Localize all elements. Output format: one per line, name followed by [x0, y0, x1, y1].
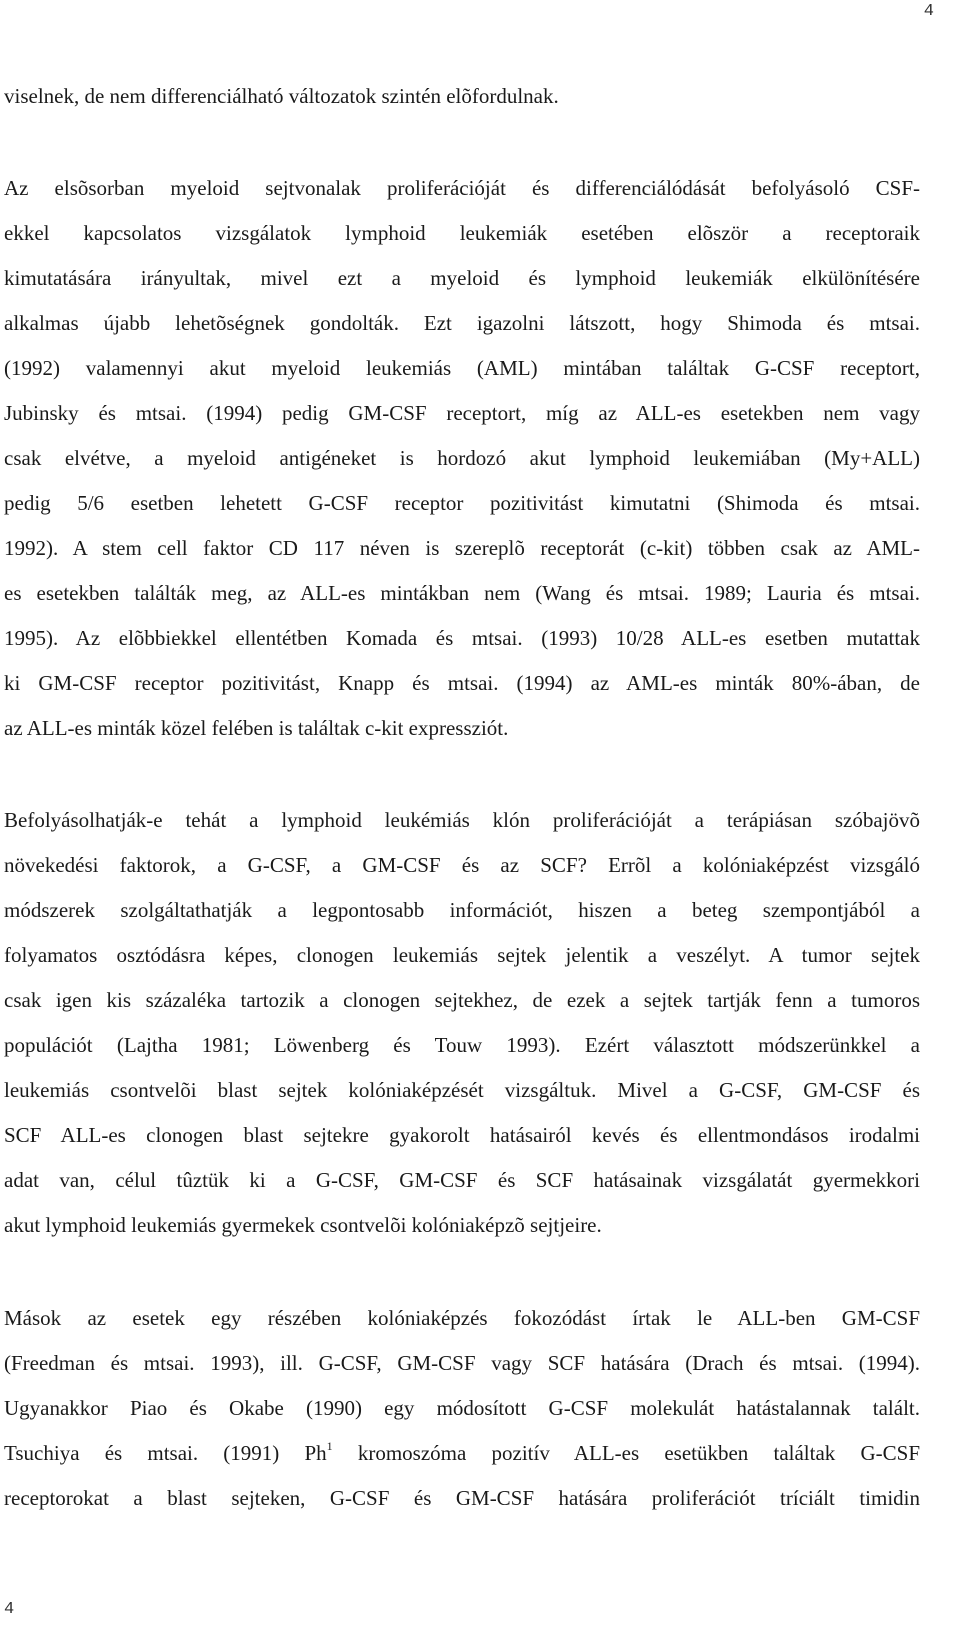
- text-line: módszerek szolgáltathatják a legpontosabb információt, hiszen a beteg szempontjából a: [4, 898, 920, 922]
- text-line: kimutatására irányultak, mivel ezt a myeloid és lymphoid leukemiák elkülönítésére: [4, 266, 920, 290]
- text-line: Jubinsky és mtsai. (1994) pedig GM-CSF receptort, míg az ALL-es esetekben nem vagy: [4, 401, 920, 425]
- text-line: leukemiás csontvelõi blast sejtek kolóniaképzését vizsgáltuk. Mivel a G-CSF, GM-CSF és: [4, 1078, 920, 1102]
- text-line: populációt (Lajtha 1981; Löwenberg és Touw 1993). Ezért választott módszerünkkel a: [4, 1033, 920, 1057]
- text-line: SCF ALL-es clonogen blast sejtekre gyakorolt hatásairól kevés és ellentmondásos irodalmi: [4, 1123, 920, 1147]
- page-number-bottom: 4: [4, 1600, 15, 1619]
- text-line: az ALL-es minták közel felében is találtak c-kit expressziót.: [4, 716, 509, 740]
- text-line: Befolyásolhatják-e tehát a lymphoid leukémiás klón proliferációját a terápiásan szóbajövõ: [4, 808, 920, 832]
- text-line: [4, 1439, 920, 1467]
- text-line: Mások az esetek egy részében kolóniaképzés fokozódást írtak le ALL-ben GM-CSF: [4, 1306, 920, 1330]
- page-number-top: 4: [923, 2, 934, 21]
- text-line: ekkel kapcsolatos vizsgálatok lymphoid leukemiák esetében elõször a receptoraik: [4, 221, 920, 245]
- text-line: (Freedman és mtsai. 1993), ill. G-CSF, GM-CSF vagy SCF hatására (Drach és mtsai. (1994).: [4, 1351, 920, 1375]
- text-line: csak igen kis százaléka tartozik a clonogen sejtekhez, de ezek a sejtek tartják fenn a tumoros: [4, 988, 920, 1012]
- text-line: csak elvétve, a myeloid antigéneket is hordozó akut lymphoid leukemiában (My+ALL): [4, 446, 920, 470]
- text-line: pedig 5/6 esetben lehetett G-CSF receptor pozitivitást kimutatni (Shimoda és mtsai.: [4, 491, 920, 515]
- text-line: (1992) valamennyi akut myeloid leukemiás (AML) mintában találtak G-CSF receptort,: [4, 356, 920, 380]
- text-segment: kromoszóma pozitív ALL-es esetükben találtak G-CSF: [332, 1441, 920, 1465]
- text-line: folyamatos osztódásra képes, clonogen leukemiás sejtek jelentik a veszélyt. A tumor sejtek: [4, 943, 920, 967]
- text-segment: Tsuchiya és mtsai. (1991) Ph: [4, 1441, 327, 1465]
- text-line: ki GM-CSF receptor pozitivitást, Knapp és mtsai. (1994) az AML-es minták 80%-ában, de: [4, 671, 920, 695]
- text-line: es esetekben találták meg, az ALL-es mintákban nem (Wang és mtsai. 1989; Lauria és mtsai.: [4, 581, 920, 605]
- text-line: Ugyanakkor Piao és Okabe (1990) egy módosított G-CSF molekulát hatástalannak talált.: [4, 1396, 920, 1420]
- text-line: növekedési faktorok, a G-CSF, a GM-CSF és az SCF? Errõl a kolóniaképzést vizsgáló: [4, 853, 920, 877]
- text-line: alkalmas újabb lehetõségnek gondolták. Ezt igazolni látszott, hogy Shimoda és mtsai.: [4, 311, 920, 335]
- text-line: receptorokat a blast sejteken, G-CSF és GM-CSF hatására proliferációt tríciált timidin: [4, 1486, 920, 1510]
- text-line: 1992). A stem cell faktor CD 117 néven is szereplõ receptorát (c-kit) többen csak az AML-: [4, 536, 920, 560]
- text-line: akut lymphoid leukemiás gyermekek csontvelõi kolóniaképzõ sejtjeire.: [4, 1213, 602, 1237]
- text-line: Az elsõsorban myeloid sejtvonalak proliferációját és differenciálódását befolyásoló CSF-: [4, 176, 920, 200]
- text-line: adat van, célul tûztük ki a G-CSF, GM-CSF és SCF hatásainak vizsgálatát gyermekkori: [4, 1168, 920, 1192]
- superscript: 1: [326, 1439, 333, 1453]
- text-line: viselnek, de nem differenciálható változatok szintén elõfordulnak.: [4, 84, 559, 108]
- text-line: 1995). Az elõbbiekkel ellentétben Komada és mtsai. (1993) 10/28 ALL-es esetben mutattak: [4, 626, 920, 650]
